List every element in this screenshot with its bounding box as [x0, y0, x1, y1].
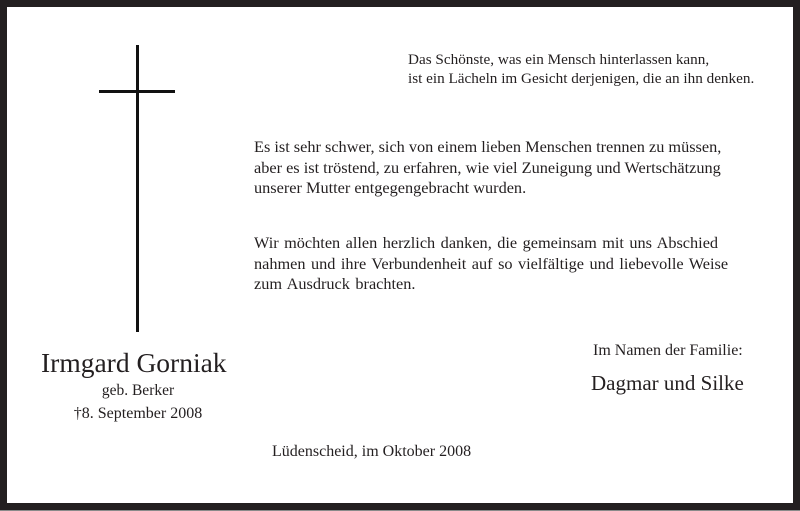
deceased-name: Irmgard Gorniak [41, 347, 227, 378]
thanks-paragraph-1 [254, 137, 721, 199]
death-date: †8. September 2008 [73, 405, 203, 422]
paragraph-line: nahmen und ihre Verbundenheit auf so vielfältige und liebevolle Weise [254, 253, 729, 273]
paragraph-line: Es ist sehr schwer, sich von einem lieben Menschen trennen zu müssen, [254, 137, 722, 156]
thanks-paragraph-2 [254, 233, 728, 295]
place-date: Lüdenscheid, im Oktober 2008 [272, 443, 472, 460]
quote-line: Das Schönste, was ein Mensch hinterlassen kann, [408, 51, 710, 68]
paragraph-line: aber es ist tröstend, zu erfahren, wie viel Zuneigung und Wertschätzung [254, 157, 721, 177]
paragraph-line: zum Ausdruck brachten. [254, 274, 416, 293]
family-names: Dagmar und Silke [591, 371, 744, 395]
paragraph-line: unserer Mutter entgegengebracht wurden. [254, 178, 527, 197]
quote-line: ist ein Lächeln im Gesicht derjenigen, die an ihn denken. [408, 70, 755, 87]
paragraph-line: Wir möchten allen herzlich danken, die gemeinsam mit uns Abschied [254, 233, 719, 252]
maiden-name: geb. Berker [101, 382, 175, 399]
quote [408, 50, 754, 88]
cross-vertical-bar [136, 45, 139, 332]
family-label: Im Namen der Familie: [593, 342, 743, 359]
cross-horizontal-bar [99, 90, 175, 93]
